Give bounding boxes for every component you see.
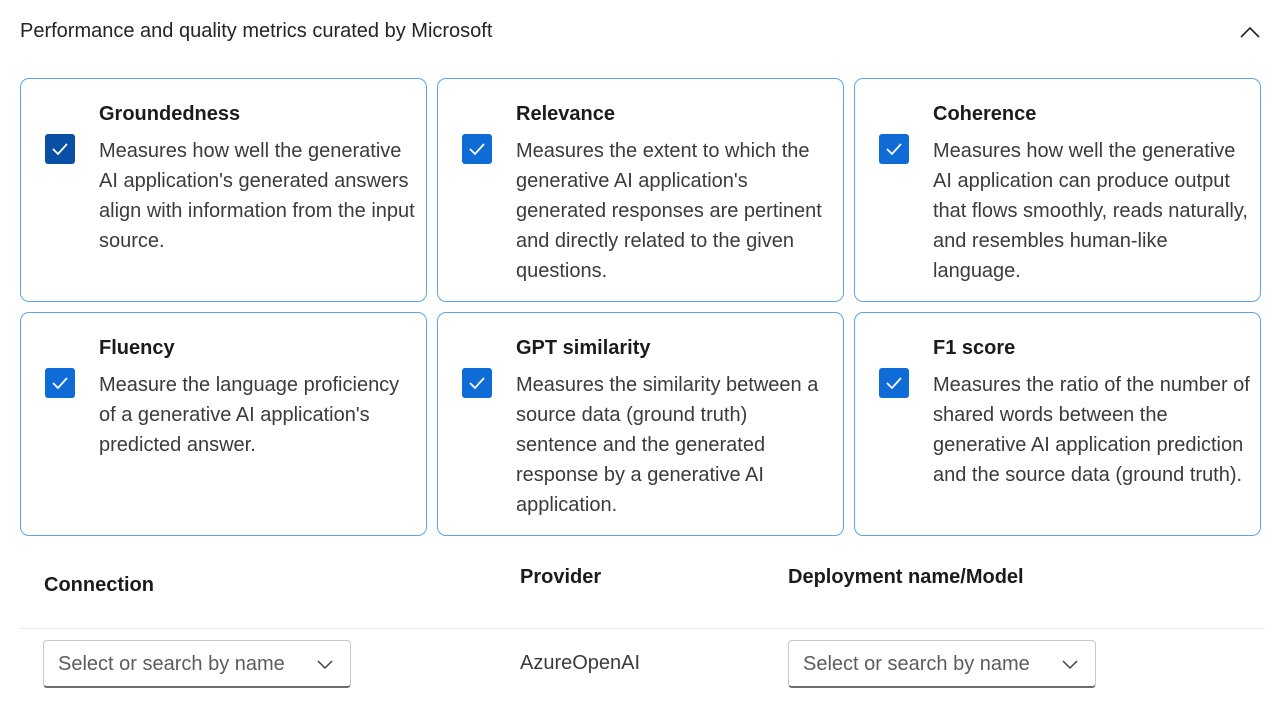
metric-card-gpt-similarity[interactable] xyxy=(437,312,844,536)
metric-card-coherence[interactable] xyxy=(854,78,1261,302)
metric-title: Groundedness xyxy=(99,103,241,125)
section-header xyxy=(20,18,1268,48)
collapse-button[interactable] xyxy=(1236,18,1264,46)
connection-table-header xyxy=(20,560,1265,629)
checkmark-icon xyxy=(885,376,903,390)
checkmark-icon xyxy=(468,376,486,390)
chevron-down-icon xyxy=(316,655,334,673)
metric-description: Measures the ratio of the number of shared words between the generative AI application prediction and the source data (ground truth). xyxy=(933,374,1250,486)
metric-description: Measures the extent to which the generative AI application's generated responses are pertinent and directly related to the given questions. xyxy=(516,140,822,282)
metric-description: Measures how well the generative AI application's generated answers align with information from the input source. xyxy=(99,140,415,252)
metric-title: Fluency xyxy=(99,337,175,359)
checkmark-icon xyxy=(885,142,903,156)
metric-description: Measures the similarity between a source data (ground truth) sentence and the generated response by a generative AI application. xyxy=(516,374,819,516)
metric-title: F1 score xyxy=(933,337,1016,359)
metric-card-fluency[interactable] xyxy=(20,312,427,536)
metric-card-relevance[interactable] xyxy=(437,78,844,302)
connection-dropdown[interactable] xyxy=(43,640,351,688)
metric-description: Measures how well the generative AI application can produce output that flows smoothly, reads naturally, and resembles human-like language. xyxy=(933,140,1248,282)
checkmark-icon xyxy=(468,142,486,156)
metric-title: GPT similarity xyxy=(516,337,651,359)
column-header-connection: Connection xyxy=(44,574,154,596)
metric-title: Coherence xyxy=(933,103,1037,125)
metric-title: Relevance xyxy=(516,103,615,125)
metrics-card-grid xyxy=(20,78,1261,536)
metric-checkbox-fluency[interactable] xyxy=(45,368,75,398)
deployment-dropdown[interactable] xyxy=(788,640,1096,688)
metric-checkbox-f1-score[interactable] xyxy=(879,368,909,398)
column-header-deployment: Deployment name/Model xyxy=(788,566,1024,588)
metric-checkbox-relevance[interactable] xyxy=(462,134,492,164)
metric-card-f1-score[interactable] xyxy=(854,312,1261,536)
metric-card-groundedness[interactable] xyxy=(20,78,427,302)
column-header-provider: Provider xyxy=(520,566,602,588)
metric-checkbox-groundedness[interactable] xyxy=(45,134,75,164)
section-title: Performance and quality metrics curated by Microsoft xyxy=(20,20,493,42)
chevron-down-icon xyxy=(1061,655,1079,673)
chevron-up-icon xyxy=(1240,26,1260,38)
metric-checkbox-gpt-similarity[interactable] xyxy=(462,368,492,398)
connection-dropdown-placeholder: Select or search by name xyxy=(58,653,285,675)
deployment-dropdown-placeholder: Select or search by name xyxy=(803,653,1030,675)
checkmark-icon xyxy=(51,376,69,390)
metric-description: Measure the language proficiency of a generative AI application's predicted answer. xyxy=(99,374,400,456)
checkmark-icon xyxy=(51,142,69,156)
provider-value: AzureOpenAI xyxy=(520,652,641,674)
metric-checkbox-coherence[interactable] xyxy=(879,134,909,164)
